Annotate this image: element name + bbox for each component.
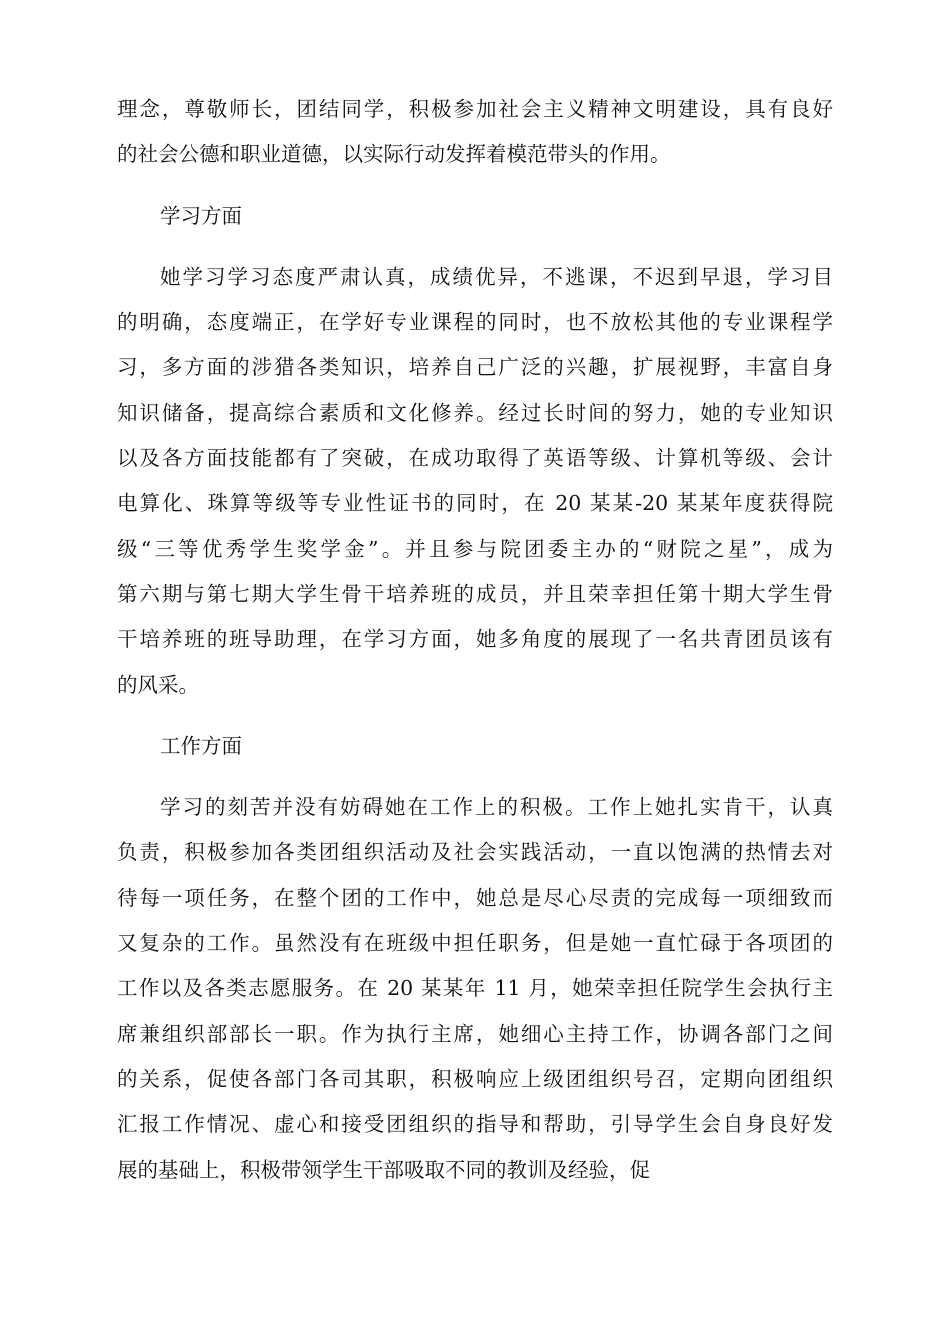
paragraph-line: 席兼组织部部长一职。作为执行主席，她细心主持工作，协调各部门之间: [117, 1021, 833, 1046]
paragraph-line: 展的基础上，积极带领学生干部吸取不同的教训及经验，促: [117, 1157, 650, 1182]
paragraph-work: [117, 785, 833, 1193]
paragraph-line: 习，多方面的涉猎各类知识，培养自己广泛的兴趣，扩展视野，丰富自身: [117, 355, 833, 380]
paragraph-line: 干培养班的班导助理，在学习方面，她多角度的展现了一名共青团员该有: [117, 627, 833, 652]
paragraph-line: 负责，积极参加各类团组织活动及社会实践活动，一直以饱满的热情去对: [117, 840, 833, 865]
paragraph-line: 学习的刻苦并没有妨碍她在工作上的积极。工作上她扎实肯干，认真: [160, 795, 833, 820]
paragraph-line: 知识储备，提高综合素质和文化修养。经过长时间的努力，她的专业知识: [117, 400, 833, 425]
document-page: [117, 87, 833, 1193]
paragraph-line: 以及各方面技能都有了突破，在成功取得了英语等级、计算机等级、会计: [117, 446, 833, 471]
paragraph-line: 的风采。: [117, 672, 199, 697]
paragraph-line: 级“三等优秀学生奖学金”。并且参与院团委主办的“财院之星”，成为: [117, 536, 833, 561]
paragraph-line: 理念，尊敬师长，团结同学，积极参加社会主义精神文明建设，具有良好: [117, 97, 833, 121]
paragraph-line: 她学习学习态度严肃认真，成绩优异，不逃课，不迟到早退，学习目: [160, 264, 833, 289]
paragraph-line: 汇报工作情况、虚心和接受团组织的指导和帮助，引导学生会自身良好发: [117, 1112, 833, 1137]
paragraph-study: [117, 255, 833, 708]
paragraph-line: 的社会公德和职业道德，以实际行动发挥着模范带头的作用。: [117, 142, 671, 167]
paragraph-line: 又复杂的工作。虽然没有在班级中担任职务，但是她一直忙碌于各项团的: [117, 931, 833, 956]
section-heading-work: 工作方面: [160, 733, 242, 758]
paragraph-line: 的关系，促使各部门各司其职，积极响应上级团组织号召，定期向团组织: [117, 1066, 833, 1091]
paragraph-line: 的明确，态度端正，在学好专业课程的同时，也不放松其他的专业课程学: [117, 310, 833, 335]
paragraph-line: 第六期与第七期大学生骨干培养班的成员，并且荣幸担任第十期大学生骨: [117, 581, 833, 606]
paragraph-line: 工作以及各类志愿服务。在 20 某某年 11 月，她荣幸担任院学生会执行主: [117, 976, 833, 1001]
paragraph-intro: [117, 87, 833, 178]
paragraph-line: 电算化、珠算等级等专业性证书的同时，在 20 某某-20 某某年度获得院: [117, 491, 833, 516]
section-heading-study: 学习方面: [160, 203, 242, 228]
paragraph-line: 待每一项任务，在整个团的工作中，她总是尽心尽责的完成每一项细致而: [117, 885, 833, 910]
